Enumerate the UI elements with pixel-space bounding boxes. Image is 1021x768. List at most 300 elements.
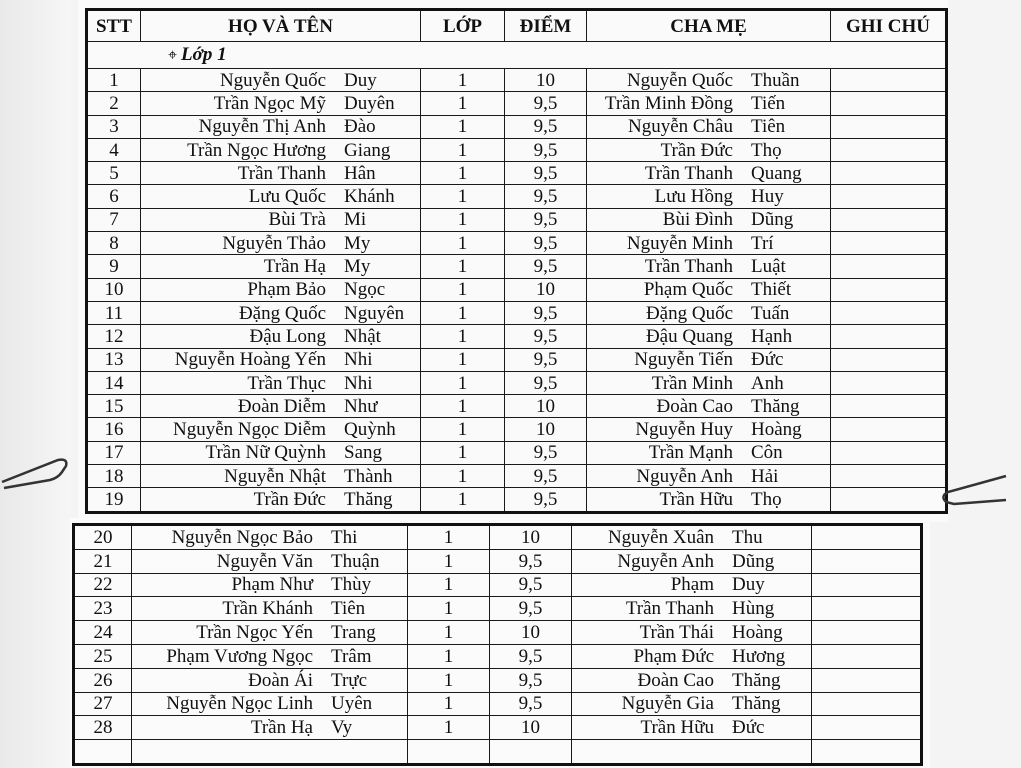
stt-cell: 1: [87, 69, 141, 92]
score-cell: 9,5: [490, 644, 572, 668]
class-cell: 1: [421, 278, 505, 301]
score-cell: 9,5: [505, 371, 587, 394]
parent-given-name: Tiên: [751, 116, 786, 138]
student-given-name: Nhật: [344, 325, 381, 347]
student-name-cell: [141, 138, 421, 161]
student-name-cell: [141, 395, 421, 418]
note-cell: [812, 692, 922, 716]
score-cell: 9,5: [505, 185, 587, 208]
parent-given-name: Thu: [732, 526, 763, 548]
student-first-name: Trần Thục: [247, 372, 326, 394]
note-cell: [831, 185, 947, 208]
parent-given-name: Tiến: [751, 92, 786, 114]
student-first-name: Lưu Quốc: [248, 186, 326, 208]
student-name-cell: [132, 692, 408, 716]
parent-first-name: Trần Hữu: [659, 488, 733, 510]
table-row: [87, 441, 947, 464]
student-name-cell: [141, 301, 421, 324]
student-first-name: Trần Hạ: [263, 256, 326, 278]
score-cell: 9,5: [505, 162, 587, 185]
class-cell: 1: [421, 418, 505, 441]
parent-name-cell: [587, 348, 831, 371]
note-cell: [831, 138, 947, 161]
parent-given-name: Thọ: [751, 488, 782, 510]
parent-first-name: Đặng Quốc: [645, 302, 733, 324]
stt-cell: 19: [87, 488, 141, 512]
student-name-cell: [141, 232, 421, 255]
student-given-name: Trâm: [331, 645, 372, 667]
student-given-name: Nhi: [344, 349, 373, 371]
parent-given-name: Hải: [751, 465, 779, 487]
student-first-name: Nguyễn Hoàng Yến: [174, 349, 326, 371]
parent-name-cell: [572, 644, 812, 668]
parent-given-name: Huy: [751, 186, 784, 208]
parent-first-name: Trần Thanh: [644, 256, 733, 278]
class-cell: 1: [421, 395, 505, 418]
score-cell: 10: [505, 418, 587, 441]
parent-name-cell: [572, 597, 812, 621]
stt-cell: 7: [87, 208, 141, 231]
student-first-name: Nguyễn Ngọc Bảo: [171, 526, 313, 548]
table-row: [87, 371, 947, 394]
section-row: [87, 42, 947, 69]
paper-clip-left-icon: [0, 452, 68, 490]
stt-cell: 25: [74, 644, 132, 668]
student-given-name: Sang: [344, 442, 382, 464]
parent-name-cell: [587, 465, 831, 488]
scan-edge: [0, 0, 70, 768]
note-cell: [812, 716, 922, 740]
note-cell: [812, 525, 922, 550]
parent-given-name: Hoàng: [751, 419, 802, 441]
student-first-name: Nguyễn Ngọc Linh: [166, 693, 313, 715]
student-given-name: Trực: [331, 669, 367, 691]
parent-first-name: Nguyễn Châu: [627, 116, 733, 138]
parent-name-cell: [587, 325, 831, 348]
parent-name-cell: [572, 668, 812, 692]
score-cell: 9,5: [505, 255, 587, 278]
parent-first-name: Nguyễn Huy: [635, 419, 733, 441]
note-cell: [831, 371, 947, 394]
parent-given-name: Dũng: [732, 550, 775, 572]
parent-given-name: Đức: [751, 349, 784, 371]
table-row: [87, 185, 947, 208]
parent-given-name: Luật: [751, 256, 786, 278]
parent-name-cell: [587, 69, 831, 92]
student-given-name: Thi: [331, 526, 358, 548]
student-name-cell: [141, 162, 421, 185]
student-name-cell: [132, 573, 408, 597]
class-cell: 1: [421, 115, 505, 138]
header-stt: STT: [87, 10, 141, 42]
parent-name-cell: [587, 278, 831, 301]
score-cell: 9,5: [490, 668, 572, 692]
table-row: [74, 621, 922, 645]
parent-first-name: Nguyễn Anh: [636, 465, 733, 487]
section-label: ⌖ Lớp 1: [87, 42, 947, 69]
class-cell: 1: [421, 371, 505, 394]
score-cell: 10: [490, 621, 572, 645]
parent-first-name: Bùi Đình: [662, 209, 733, 231]
score-cell: 9,5: [505, 441, 587, 464]
table-row: [87, 232, 947, 255]
student-name-cell: [141, 465, 421, 488]
parent-name-cell: [587, 395, 831, 418]
parent-name-cell: [587, 162, 831, 185]
student-first-name: Trần Ngọc Yến: [196, 622, 313, 644]
student-name-cell: [132, 644, 408, 668]
stt-cell: 9: [87, 255, 141, 278]
class-cell: 1: [408, 525, 490, 550]
parent-first-name: Nguyễn Gia: [621, 693, 714, 715]
student-given-name: Thăng: [344, 488, 393, 510]
parent-given-name: Thuần: [751, 69, 800, 91]
header-ho-va-ten: HỌ VÀ TÊN: [141, 10, 421, 42]
student-first-name: Trần Thanh: [237, 162, 326, 184]
class-cell: 1: [408, 549, 490, 573]
student-name-cell: [132, 716, 408, 740]
note-cell: [831, 441, 947, 464]
student-first-name: Bùi Trà: [268, 209, 326, 231]
score-cell: 9,5: [505, 301, 587, 324]
class-cell: 1: [421, 348, 505, 371]
table-row: [87, 488, 947, 512]
student-given-name: Khánh: [344, 186, 395, 208]
parent-first-name: Trần Thanh: [625, 598, 714, 620]
parent-name-cell: [587, 488, 831, 512]
student-name-cell: [141, 488, 421, 512]
parent-name-cell: [587, 185, 831, 208]
parent-name-cell: [572, 692, 812, 716]
student-name-cell: [141, 325, 421, 348]
parent-given-name: Côn: [751, 442, 783, 464]
score-cell: 9,5: [505, 325, 587, 348]
parent-given-name: Hương: [732, 645, 786, 667]
student-given-name: Quỳnh: [344, 419, 396, 441]
stt-cell: 26: [74, 668, 132, 692]
note-cell: [812, 644, 922, 668]
parent-given-name: Hoàng: [732, 622, 783, 644]
parent-first-name: Trần Thanh: [644, 162, 733, 184]
student-given-name: Trang: [331, 622, 376, 644]
student-given-name: Hân: [344, 162, 376, 184]
parent-name-cell: [587, 301, 831, 324]
student-given-name: Đào: [344, 116, 376, 138]
class-cell: 1: [421, 301, 505, 324]
score-cell: 9,5: [490, 573, 572, 597]
parent-name-cell: [587, 92, 831, 115]
score-cell: 10: [505, 69, 587, 92]
parent-name-cell: [572, 525, 812, 550]
note-cell: [812, 668, 922, 692]
note-cell: [831, 255, 947, 278]
parent-first-name: Phạm Đức: [633, 645, 714, 667]
student-first-name: Phạm Bảo: [247, 279, 326, 301]
table-row: [87, 465, 947, 488]
stt-cell: 2: [87, 92, 141, 115]
student-given-name: Uyên: [331, 693, 373, 715]
header-cha-me: CHA MẸ: [587, 10, 831, 42]
student-first-name: Phạm Vương Ngọc: [166, 645, 313, 667]
parent-first-name: Trần Minh Đồng: [604, 92, 733, 114]
class-cell: 1: [408, 573, 490, 597]
stt-cell: 15: [87, 395, 141, 418]
parent-name-cell: [587, 371, 831, 394]
table-row: [87, 69, 947, 92]
student-first-name: Nguyễn Thảo: [222, 232, 326, 254]
parent-first-name: Nguyễn Anh: [617, 550, 714, 572]
note-cell: [812, 621, 922, 645]
table-row: [87, 162, 947, 185]
parent-given-name: Hùng: [732, 598, 775, 620]
class-cell: 1: [421, 92, 505, 115]
parent-first-name: Nguyễn Minh: [626, 232, 733, 254]
student-given-name: Vy: [331, 717, 353, 739]
parent-name-cell: [572, 549, 812, 573]
score-cell: 9,5: [490, 549, 572, 573]
student-name-cell: [141, 208, 421, 231]
score-cell: 9,5: [505, 208, 587, 231]
table-row: [87, 348, 947, 371]
score-cell: 9,5: [505, 138, 587, 161]
parent-given-name: Thăng: [732, 693, 781, 715]
student-given-name: Thuận: [331, 550, 380, 572]
empty-row: [74, 740, 922, 765]
note-cell: [831, 208, 947, 231]
class-cell: 1: [421, 138, 505, 161]
student-given-name: Mi: [344, 209, 367, 231]
parent-given-name: Thiết: [751, 279, 792, 301]
stt-cell: 10: [87, 278, 141, 301]
score-cell: 9,5: [505, 232, 587, 255]
student-first-name: Đậu Long: [249, 325, 326, 347]
note-cell: [831, 301, 947, 324]
student-first-name: Phạm Như: [231, 574, 313, 596]
table-row: [74, 716, 922, 740]
note-cell: [812, 573, 922, 597]
class-cell: 1: [421, 465, 505, 488]
student-given-name: Giang: [344, 139, 391, 161]
score-cell: 10: [490, 525, 572, 550]
student-given-name: Thành: [344, 465, 393, 487]
parent-name-cell: [587, 441, 831, 464]
student-given-name: My: [344, 232, 371, 254]
header-lop: LỚP: [421, 10, 505, 42]
student-name-cell: [141, 69, 421, 92]
student-given-name: Ngọc: [344, 279, 386, 301]
note-cell: [831, 162, 947, 185]
table-row: [74, 644, 922, 668]
student-name-cell: [132, 668, 408, 692]
note-cell: [831, 232, 947, 255]
student-given-name: Duy: [344, 69, 377, 91]
class-cell: 1: [408, 692, 490, 716]
stt-cell: 8: [87, 232, 141, 255]
student-name-cell: [141, 278, 421, 301]
student-table-part2: [72, 523, 923, 766]
class-cell: 1: [408, 716, 490, 740]
student-first-name: Đặng Quốc: [238, 302, 326, 324]
student-name-cell: [141, 371, 421, 394]
parent-first-name: Phạm: [670, 574, 714, 596]
score-cell: 9,5: [505, 115, 587, 138]
header-ghi-chu: GHI CHÚ: [831, 10, 947, 42]
student-name-cell: [141, 185, 421, 208]
student-first-name: Trần Hạ: [250, 717, 313, 739]
note-cell: [831, 69, 947, 92]
student-first-name: Đoàn Ái: [248, 669, 313, 691]
parent-given-name: Thọ: [751, 139, 782, 161]
table-row: [87, 278, 947, 301]
note-cell: [831, 278, 947, 301]
parent-first-name: Đoàn Cao: [637, 669, 714, 691]
crosshair-bullet-icon: ⌖: [168, 47, 178, 64]
parent-given-name: Dũng: [751, 209, 794, 231]
student-first-name: Nguyễn Văn: [216, 550, 313, 572]
table-row: [74, 597, 922, 621]
score-cell: 10: [505, 278, 587, 301]
class-cell: 1: [408, 621, 490, 645]
parent-name-cell: [587, 255, 831, 278]
student-name-cell: [132, 621, 408, 645]
table-header: [87, 10, 947, 42]
stt-cell: 4: [87, 138, 141, 161]
student-first-name: Nguyễn Thị Anh: [198, 116, 326, 138]
student-name-cell: [141, 255, 421, 278]
student-name-cell: [132, 525, 408, 550]
note-cell: [831, 488, 947, 512]
stt-cell: 3: [87, 115, 141, 138]
parent-name-cell: [572, 716, 812, 740]
parent-first-name: Lưu Hồng: [654, 186, 733, 208]
table-row: [87, 395, 947, 418]
student-given-name: My: [344, 256, 371, 278]
class-cell: 1: [421, 325, 505, 348]
parent-name-cell: [587, 208, 831, 231]
table-row: [74, 573, 922, 597]
note-cell: [831, 325, 947, 348]
note-cell: [812, 597, 922, 621]
student-first-name: Nguyễn Nhật: [224, 465, 326, 487]
parent-first-name: Phạm Quốc: [643, 279, 733, 301]
parent-first-name: Trần Hữu: [640, 717, 714, 739]
parent-given-name: Đức: [732, 717, 765, 739]
class-cell: 1: [421, 441, 505, 464]
stt-cell: 11: [87, 301, 141, 324]
score-cell: 9,5: [490, 597, 572, 621]
parent-name-cell: [587, 138, 831, 161]
student-given-name: Duyên: [344, 92, 395, 114]
stt-cell: 16: [87, 418, 141, 441]
parent-name-cell: [572, 573, 812, 597]
parent-first-name: Trần Thái: [639, 622, 714, 644]
student-first-name: Nguyễn Quốc: [219, 69, 326, 91]
table-row: [87, 255, 947, 278]
note-cell: [831, 115, 947, 138]
stt-cell: 5: [87, 162, 141, 185]
note-cell: [831, 348, 947, 371]
student-name-cell: [141, 115, 421, 138]
student-first-name: Nguyễn Ngọc Diễm: [172, 419, 326, 441]
student-first-name: Đoàn Diễm: [237, 395, 326, 417]
stt-cell: 14: [87, 371, 141, 394]
parent-first-name: Trần Đức: [660, 139, 733, 161]
class-cell: 1: [421, 162, 505, 185]
parent-first-name: Đậu Quang: [645, 325, 733, 347]
class-cell: 1: [421, 208, 505, 231]
parent-first-name: Nguyễn Tiến: [634, 349, 733, 371]
student-given-name: Như: [344, 395, 378, 417]
parent-name-cell: [587, 232, 831, 255]
parent-given-name: Hạnh: [751, 325, 793, 347]
parent-first-name: Đoàn Cao: [656, 395, 733, 417]
table-row: [87, 138, 947, 161]
parent-first-name: Trần Minh: [651, 372, 733, 394]
score-cell: 10: [490, 716, 572, 740]
class-cell: 1: [421, 488, 505, 512]
score-cell: 9,5: [505, 488, 587, 512]
table-row: [87, 208, 947, 231]
stt-cell: 12: [87, 325, 141, 348]
parent-given-name: Quang: [751, 162, 802, 184]
parent-given-name: Thăng: [732, 669, 781, 691]
parent-given-name: Anh: [751, 372, 784, 394]
student-name-cell: [141, 348, 421, 371]
note-cell: [831, 92, 947, 115]
table-row: [74, 525, 922, 550]
stt-cell: 28: [74, 716, 132, 740]
table-row: [74, 668, 922, 692]
parent-first-name: Nguyễn Xuân: [607, 526, 714, 548]
score-cell: 10: [505, 395, 587, 418]
student-first-name: Trần Đức: [253, 488, 326, 510]
stt-cell: 20: [74, 525, 132, 550]
student-first-name: Trần Ngọc Mỹ: [213, 92, 326, 114]
class-cell: 1: [421, 185, 505, 208]
student-name-cell: [141, 92, 421, 115]
table-row: [87, 418, 947, 441]
stt-cell: 22: [74, 573, 132, 597]
table-row: [87, 301, 947, 324]
student-first-name: Trần Ngọc Hương: [187, 139, 326, 161]
table-row: [87, 92, 947, 115]
student-given-name: Nguyên: [344, 302, 405, 324]
parent-given-name: Duy: [732, 574, 765, 596]
score-cell: 9,5: [490, 692, 572, 716]
score-cell: 9,5: [505, 465, 587, 488]
class-cell: 1: [421, 232, 505, 255]
parent-given-name: Trí: [751, 232, 774, 254]
student-name-cell: [132, 549, 408, 573]
student-name-cell: [141, 418, 421, 441]
parent-first-name: Nguyễn Quốc: [626, 69, 733, 91]
student-name-cell: [141, 441, 421, 464]
student-given-name: Tiên: [331, 598, 366, 620]
student-first-name: Trần Khánh: [222, 598, 313, 620]
stt-cell: 18: [87, 465, 141, 488]
table-row: [87, 325, 947, 348]
stt-cell: 21: [74, 549, 132, 573]
student-table-part1: [85, 8, 948, 514]
parent-name-cell: [572, 621, 812, 645]
note-cell: [831, 465, 947, 488]
class-cell: 1: [408, 668, 490, 692]
student-given-name: Thùy: [331, 574, 372, 596]
stt-cell: 27: [74, 692, 132, 716]
stt-cell: 23: [74, 597, 132, 621]
class-cell: 1: [408, 644, 490, 668]
stt-cell: 24: [74, 621, 132, 645]
